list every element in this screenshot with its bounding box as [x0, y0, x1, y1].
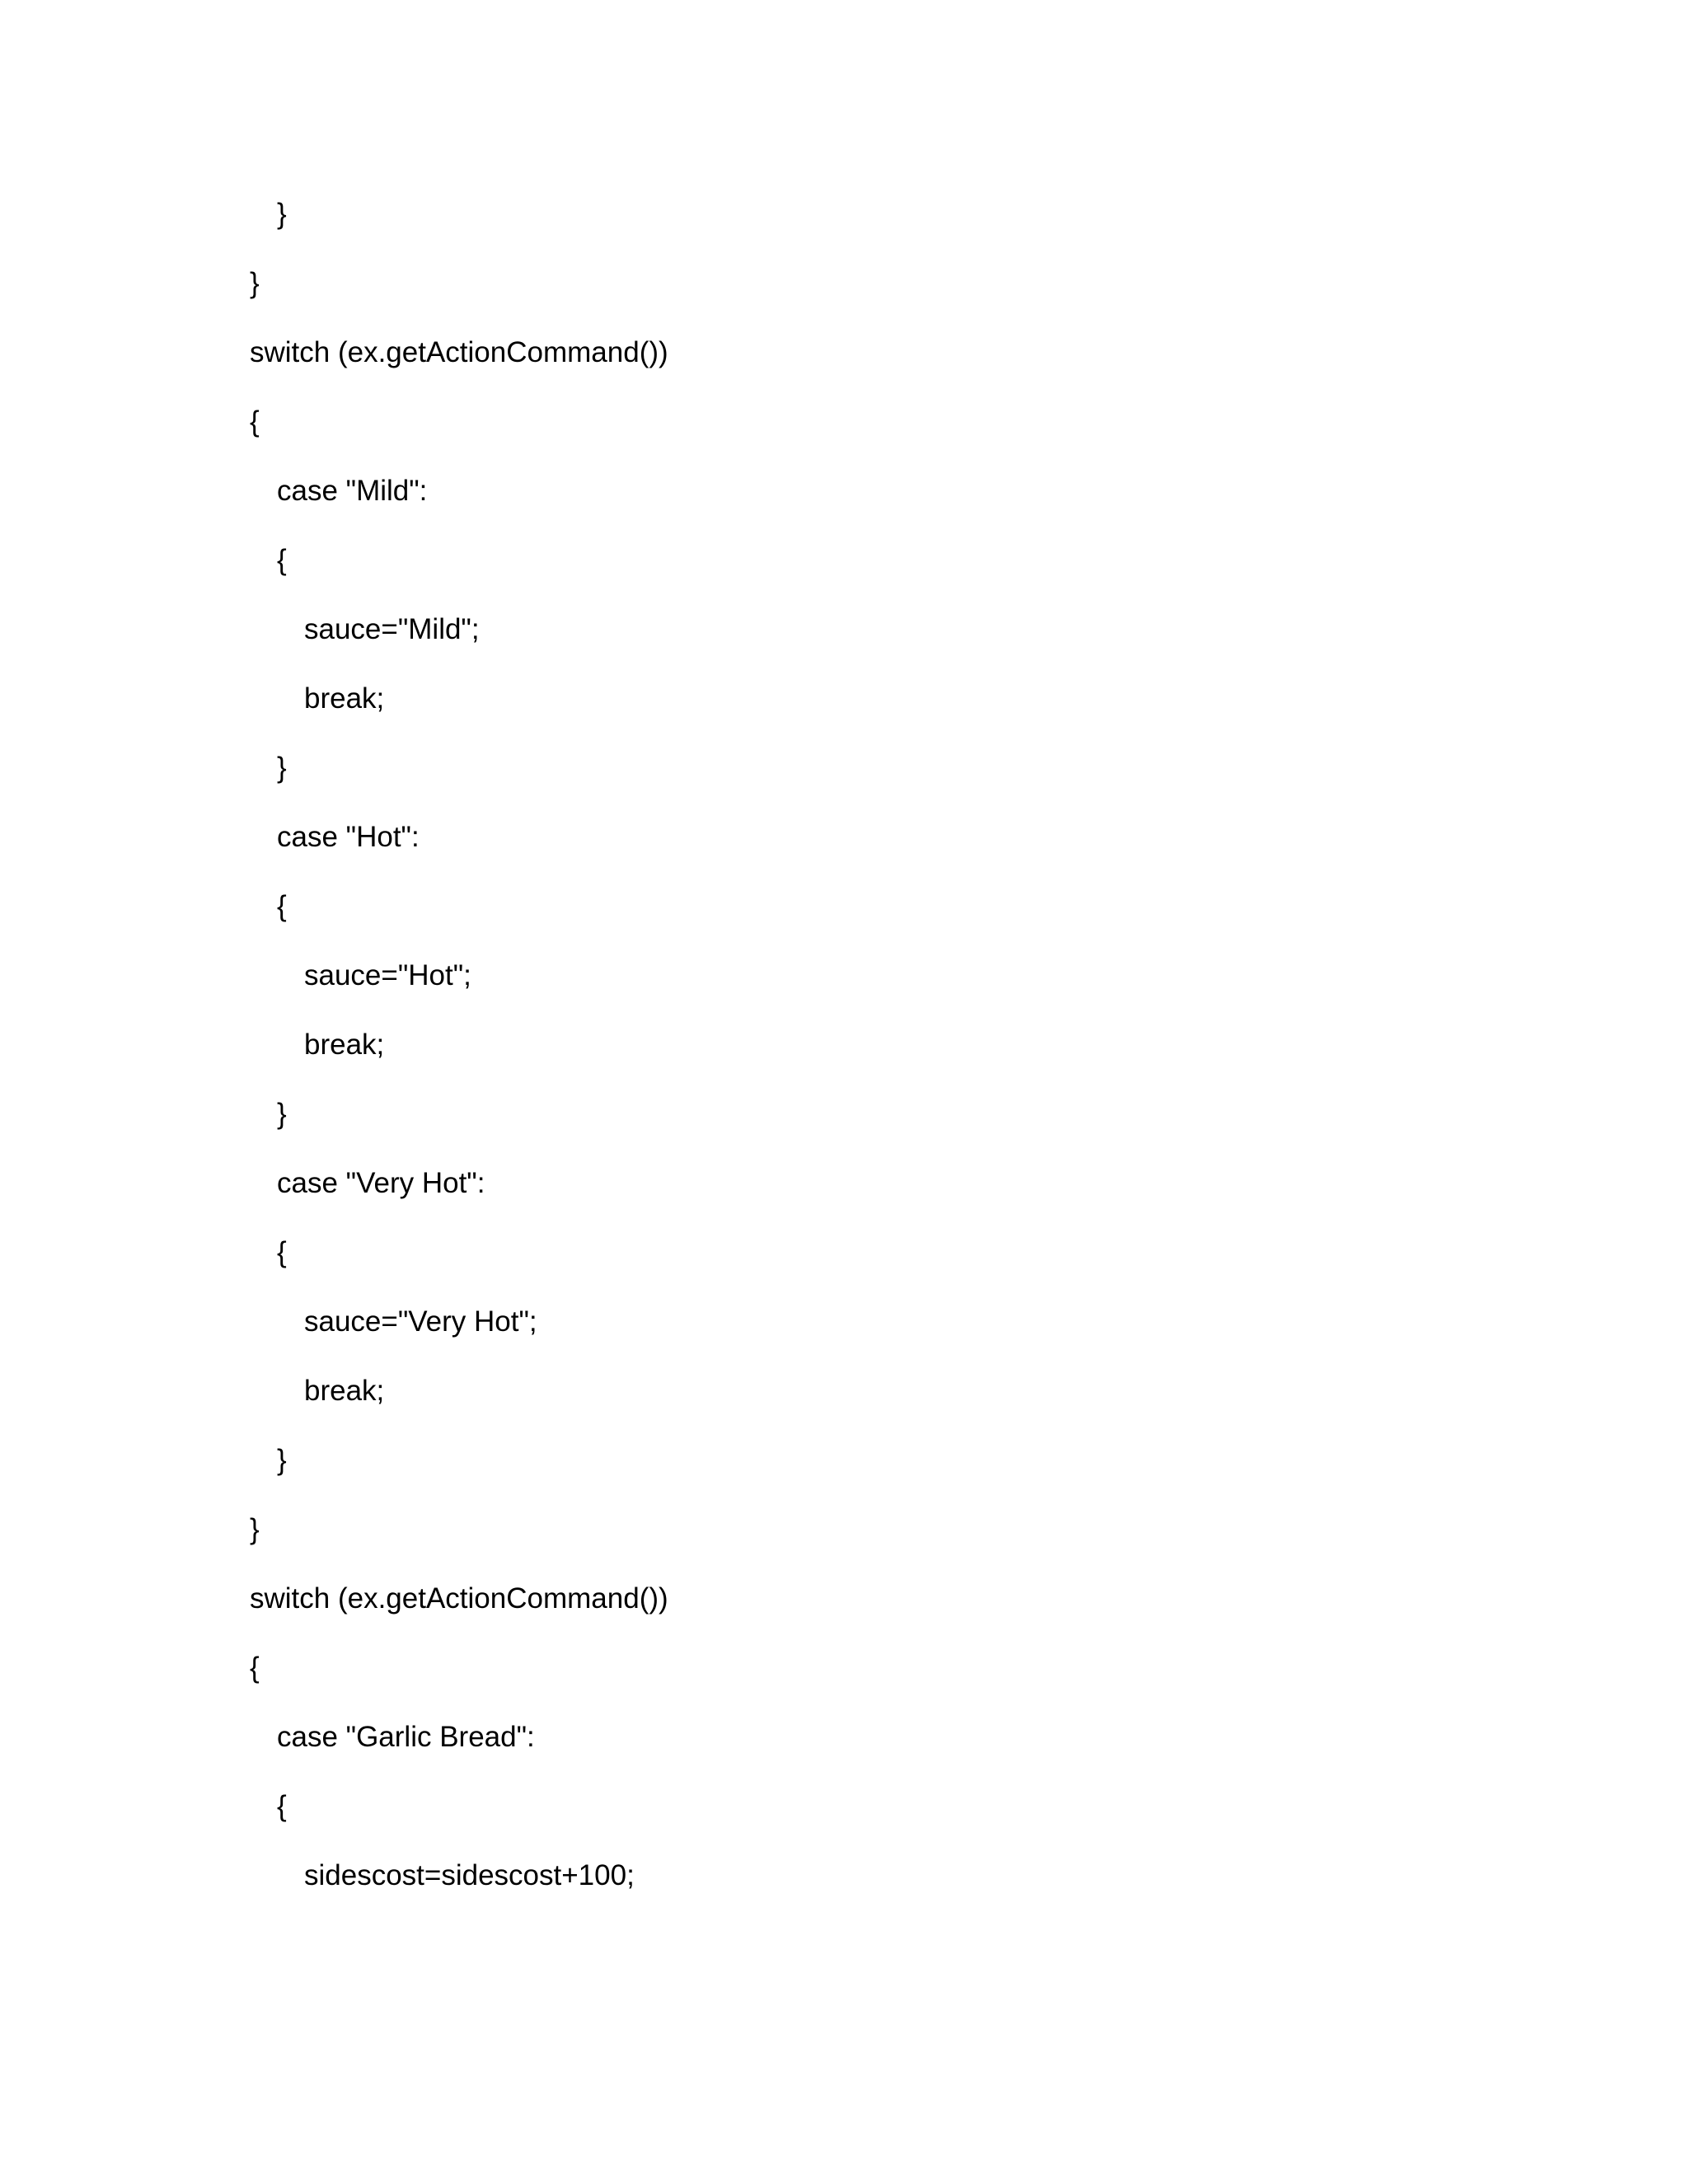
code-line: {	[250, 405, 260, 438]
code-line: {	[250, 1652, 260, 1684]
code-line: break;	[304, 1029, 385, 1061]
code-line: }	[250, 267, 260, 299]
code-line: sauce="Mild";	[304, 613, 480, 645]
code-line: }	[277, 198, 287, 230]
code-line: sauce="Hot";	[304, 959, 471, 991]
code-line: }	[277, 752, 287, 784]
code-line: switch (ex.getActionCommand())	[250, 336, 668, 368]
code-line: case "Mild":	[277, 475, 428, 507]
code-line: case "Very Hot":	[277, 1167, 485, 1199]
code-line: case "Hot":	[277, 821, 420, 853]
code-line: }	[277, 1444, 287, 1476]
code-line: case "Garlic Bread":	[277, 1721, 535, 1753]
code-line: sidescost=sidescost+100;	[304, 1859, 635, 1891]
code-line: }	[277, 1098, 287, 1130]
code-line: {	[277, 1236, 287, 1268]
code-line: {	[277, 890, 287, 922]
code-line: break;	[304, 1375, 385, 1407]
code-line: {	[277, 544, 287, 576]
code-line: sauce="Very Hot";	[304, 1305, 537, 1338]
code-line: switch (ex.getActionCommand())	[250, 1582, 668, 1615]
code-line: {	[277, 1790, 287, 1822]
code-line: break;	[304, 682, 385, 715]
code-line: }	[250, 1513, 260, 1545]
